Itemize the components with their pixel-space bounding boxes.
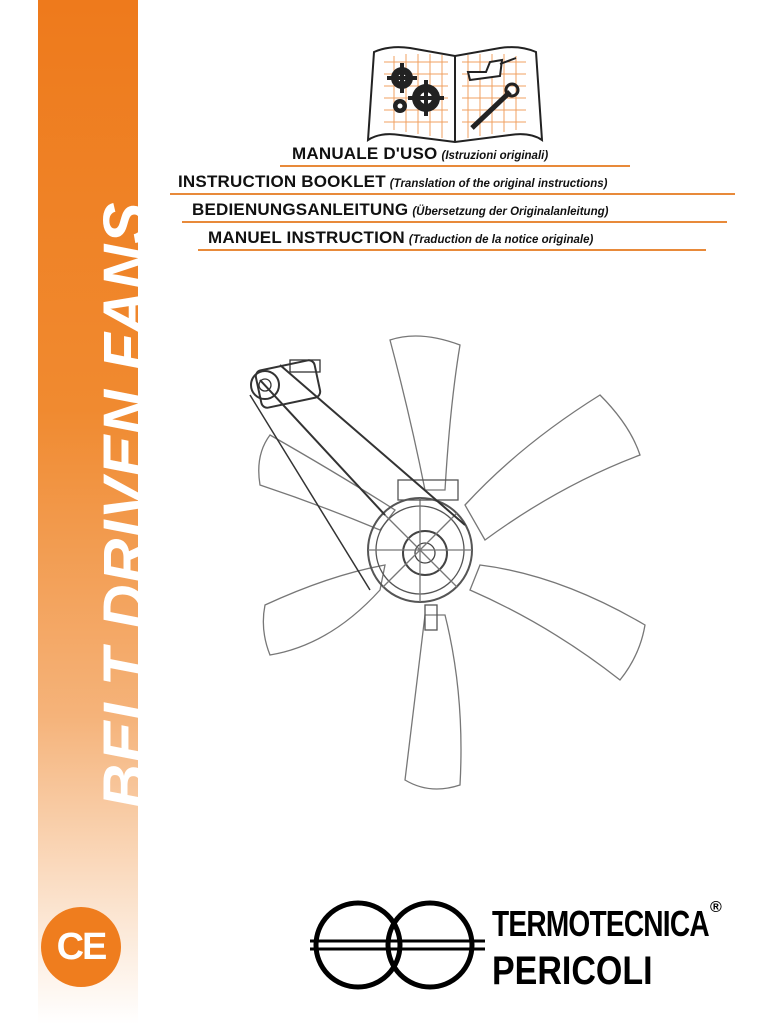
ce-mark-label: CE	[56, 925, 106, 968]
sidebar-band	[38, 0, 161, 1024]
title-italian	[292, 144, 548, 164]
title-german	[192, 200, 608, 220]
brand-logo	[310, 895, 740, 995]
title-french	[208, 228, 593, 248]
title-italian-sub: (Istruzioni originali)	[441, 150, 549, 162]
manual-book-icon	[360, 40, 550, 150]
title-underline	[280, 165, 630, 167]
title-english-main: INSTRUCTION BOOKLET	[178, 172, 386, 191]
title-german-sub: (Übersetzung der Originalanleitung)	[412, 206, 609, 218]
title-italian-main: MANUALE D'USO	[292, 144, 438, 163]
title-english-sub: (Translation of the original instructions)	[389, 178, 608, 190]
belt-driven-fan-illustration	[220, 325, 660, 795]
brand-name-top: TERMOTECNICA	[492, 903, 709, 944]
registered-mark: ®	[710, 899, 722, 916]
title-english	[178, 172, 607, 192]
title-german-main: BEDIENUNGSANLEITUNG	[192, 200, 409, 219]
brand-name-bottom: PERICOLI	[492, 949, 653, 993]
brand-rings-icon	[310, 895, 485, 995]
title-french-main: MANUEL INSTRUCTION	[208, 228, 405, 247]
title-underline	[170, 193, 735, 195]
ce-mark-icon	[40, 906, 122, 988]
title-french-sub: (Traduction de la notice originale)	[408, 234, 594, 246]
title-underline	[182, 221, 727, 223]
sidebar-title: BELT DRIVEN FANS	[91, 201, 161, 809]
title-underline	[198, 249, 706, 251]
